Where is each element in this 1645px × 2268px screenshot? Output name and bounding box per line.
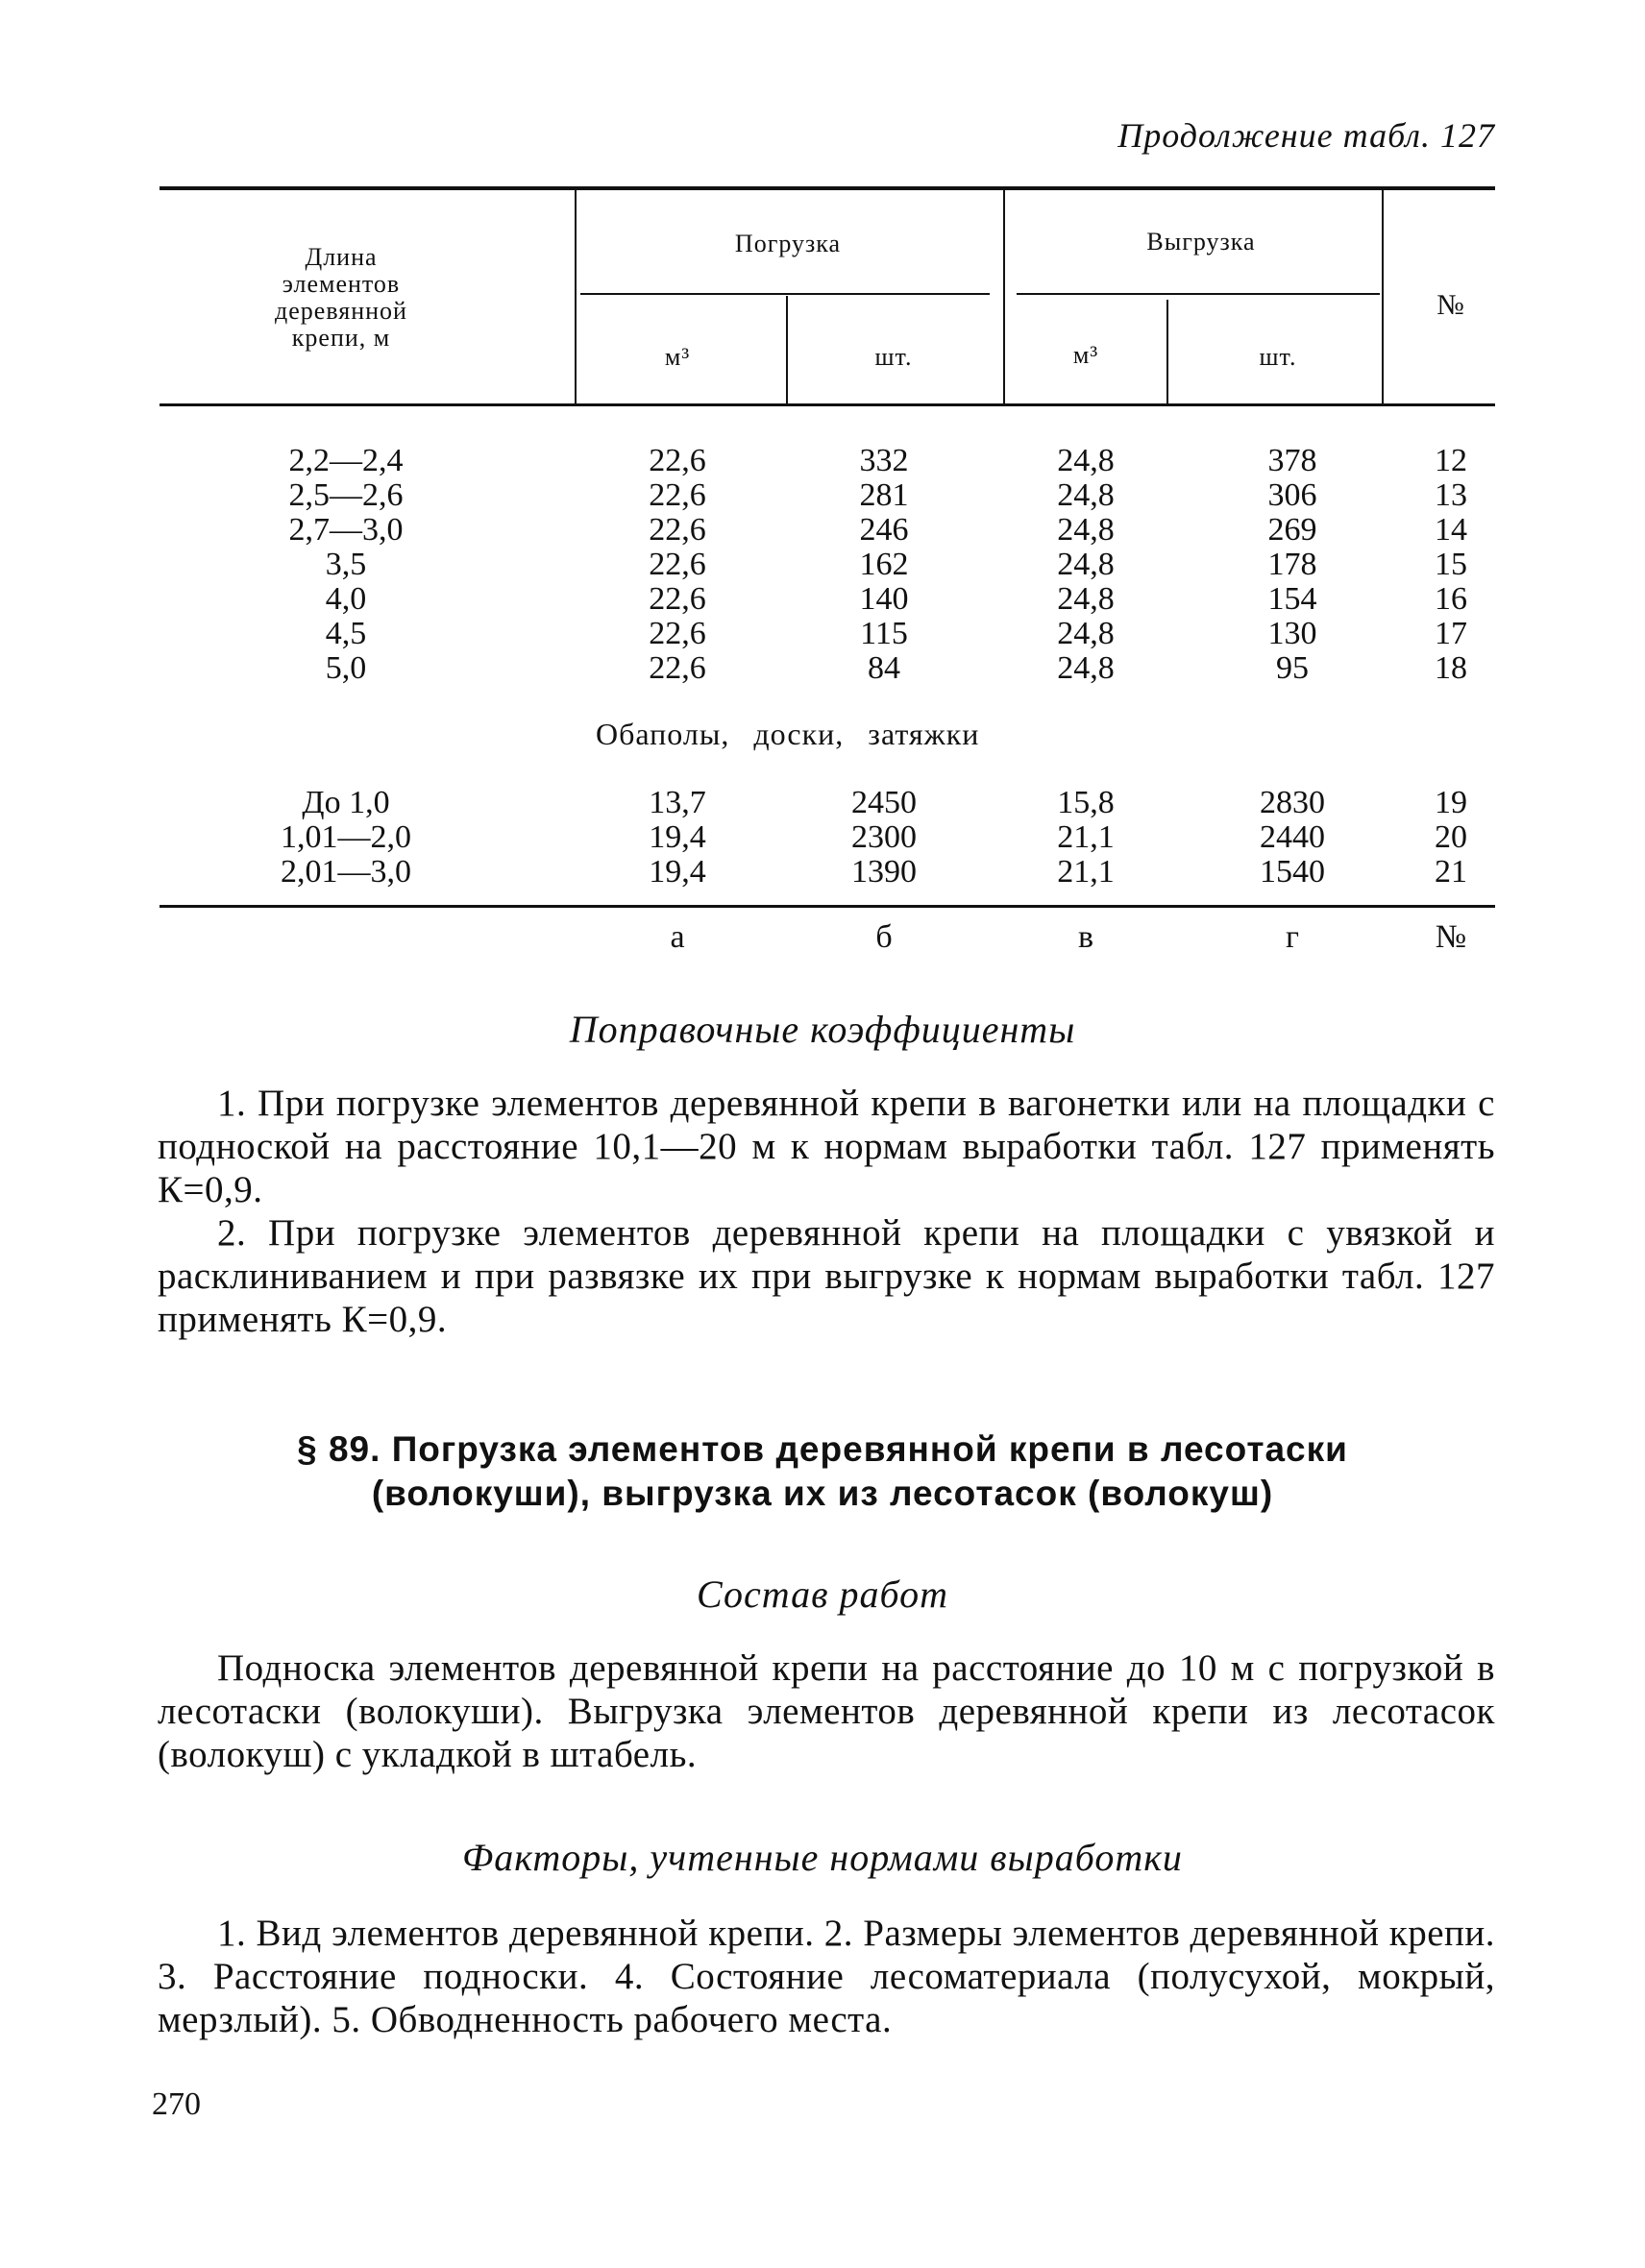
- cell-number: 15: [1435, 547, 1467, 582]
- group-underline: [580, 293, 990, 295]
- cell-length: До 1,0: [302, 785, 390, 820]
- cell-v: 21,1: [1057, 854, 1115, 890]
- cell-v: 24,8: [1057, 616, 1115, 651]
- cell-b: 246: [859, 512, 909, 548]
- cell-v: 24,8: [1057, 512, 1115, 548]
- cell-number: 19: [1435, 785, 1467, 820]
- cell-number: 21: [1435, 854, 1467, 890]
- cell-b: 84: [868, 650, 900, 686]
- cell-length: 5,0: [325, 650, 367, 686]
- table-subheading: Обаполы, доски, затяжки: [596, 717, 980, 751]
- section-heading: [0, 1427, 1645, 1516]
- cell-a: 22,6: [649, 616, 706, 651]
- cell-g: 154: [1267, 581, 1317, 617]
- cell-a: 22,6: [649, 581, 706, 617]
- work-composition-paragraph: Подноска элементов деревянной крепи на расстояние до 10 м с погрузкой в лесотаски (волокуши). Выгрузка элементов деревянной крепи из лесотасок (волокуш) с укладкой в штабель.: [158, 1647, 1495, 1775]
- cell-length: 1,01—2,0: [281, 819, 411, 855]
- header-divider: [1166, 300, 1168, 403]
- group-header-unloading: Выгрузка: [1146, 228, 1256, 256]
- corrections-title: Поправочные коэффициенты: [569, 1008, 1076, 1051]
- cell-number: 17: [1435, 616, 1467, 651]
- footer-number: №: [1435, 919, 1467, 955]
- cell-length: 3,5: [325, 547, 367, 582]
- cell-g: 95: [1276, 650, 1309, 686]
- column-header-number: №: [1436, 289, 1465, 321]
- cell-length: 2,01—3,0: [281, 854, 411, 890]
- cell-length: 4,5: [325, 616, 367, 651]
- cell-a: 22,6: [649, 547, 706, 582]
- cell-a: 22,6: [649, 443, 706, 478]
- correction-item: 2. При погрузке элементов деревянной крепи на площадки с увязкой и расклиниванием и при развязке их при выгрузке к нормам выработки табл. 127 применять К=0,9.: [158, 1212, 1495, 1340]
- cell-g: 2440: [1260, 819, 1325, 855]
- table-header-rule: [160, 403, 1495, 406]
- cell-v: 24,8: [1057, 477, 1115, 513]
- work-composition-title: Состав работ: [697, 1573, 948, 1616]
- work-composition-text: [158, 1646, 1495, 1776]
- cell-length: 4,0: [325, 581, 367, 617]
- footer-v: в: [1077, 919, 1094, 955]
- group-underline: [1017, 293, 1380, 295]
- table-bottom-rule: [160, 905, 1495, 908]
- cell-b: 332: [859, 443, 909, 478]
- page-number: 270: [152, 2086, 201, 2122]
- column-header-length: Длина элементов деревянной крепи, м: [275, 243, 407, 352]
- cell-number: 20: [1435, 819, 1467, 855]
- cell-v: 24,8: [1057, 547, 1115, 582]
- cell-a: 19,4: [649, 819, 706, 855]
- cell-b: 2450: [851, 785, 917, 820]
- section-heading-line: (волокуши), выгрузка их из лесотасок (волокуш): [371, 1474, 1274, 1513]
- footer-b: б: [875, 919, 893, 955]
- group-header-loading: Погрузка: [734, 230, 842, 257]
- cell-a: 22,6: [649, 477, 706, 513]
- cell-a: 22,6: [649, 512, 706, 548]
- cell-g: 130: [1267, 616, 1317, 651]
- header-divider: [1003, 190, 1005, 403]
- cell-a: 19,4: [649, 854, 706, 890]
- cell-number: 16: [1435, 581, 1467, 617]
- header-divider: [786, 296, 788, 403]
- cell-v: 21,1: [1057, 819, 1115, 855]
- column-header-pcs-loading: шт.: [874, 343, 913, 371]
- cell-g: 378: [1267, 443, 1317, 478]
- cell-g: 269: [1267, 512, 1317, 548]
- continuation-label: Продолжение табл. 127: [1117, 116, 1495, 155]
- column-header-m3-loading: м³: [664, 343, 691, 371]
- cell-b: 1390: [851, 854, 917, 890]
- cell-b: 140: [859, 581, 909, 617]
- cell-g: 2830: [1260, 785, 1325, 820]
- header-divider: [1382, 190, 1384, 403]
- header-divider: [575, 190, 577, 403]
- cell-b: 281: [859, 477, 909, 513]
- column-header-m3-unloading: м³: [1072, 341, 1099, 369]
- cell-a: 13,7: [649, 785, 706, 820]
- cell-g: 306: [1267, 477, 1317, 513]
- cell-number: 14: [1435, 512, 1467, 548]
- cell-v: 24,8: [1057, 650, 1115, 686]
- cell-b: 2300: [851, 819, 917, 855]
- footer-g: г: [1286, 919, 1299, 955]
- factors-text: [158, 1912, 1495, 2041]
- cell-v: 15,8: [1057, 785, 1115, 820]
- cell-number: 13: [1435, 477, 1467, 513]
- correction-item: 1. При погрузке элементов деревянной крепи в вагонетки или на площадки с подноской на расстояние 10,1—20 м к нормам выработки табл. 127 применять К=0,9.: [158, 1083, 1495, 1210]
- corrections-text: [158, 1082, 1495, 1341]
- cell-length: 2,7—3,0: [288, 512, 404, 548]
- cell-number: 12: [1435, 443, 1467, 478]
- cell-g: 1540: [1260, 854, 1325, 890]
- cell-length: 2,5—2,6: [288, 477, 404, 513]
- cell-b: 162: [859, 547, 909, 582]
- cell-b: 115: [860, 616, 908, 651]
- cell-v: 24,8: [1057, 581, 1115, 617]
- footer-a: а: [670, 919, 685, 955]
- cell-v: 24,8: [1057, 443, 1115, 478]
- table-top-rule: [160, 186, 1495, 190]
- cell-a: 22,6: [649, 650, 706, 686]
- cell-g: 178: [1267, 547, 1317, 582]
- cell-number: 18: [1435, 650, 1467, 686]
- cell-length: 2,2—2,4: [288, 443, 404, 478]
- section-heading-line: § 89. Погрузка элементов деревянной крепи в лесотаски: [297, 1429, 1348, 1469]
- factors-paragraph: 1. Вид элементов деревянной крепи. 2. Размеры элементов деревянной крепи. 3. Расстояние подноски. 4. Состояние лесоматериала (полусухой, мокрый, мерзлый). 5. Обводненность рабочего места.: [158, 1913, 1495, 2040]
- factors-title: Факторы, учтенные нормами выработки: [462, 1836, 1183, 1879]
- column-header-pcs-unloading: шт.: [1259, 343, 1297, 371]
